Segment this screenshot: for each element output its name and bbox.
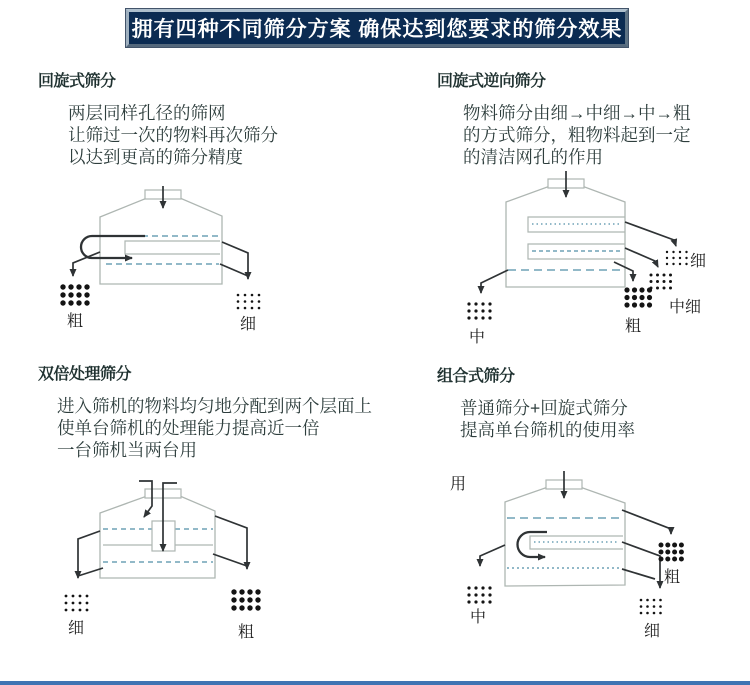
section-title-combined: 组合式筛分 <box>437 368 515 385</box>
dots-coarse <box>659 543 684 562</box>
text-line: 以达到更高的筛分精度 <box>68 147 243 167</box>
outlet-arrow-medium-fine <box>625 248 658 267</box>
section-title-rotary-reverse: 回旋式逆向筛分 <box>437 73 546 90</box>
bottom-accent-line <box>0 681 750 685</box>
label-medium-fine: 中细 <box>669 297 702 316</box>
text-line: 两层同样孔径的筛网 <box>68 103 226 123</box>
text-line: 普通筛分+回旋式筛分 <box>460 398 628 418</box>
diagram-rotary-reverse <box>467 171 706 346</box>
label-fine: 细 <box>67 618 85 637</box>
label-fine: 细 <box>239 314 257 333</box>
outlet-line-coarse-2 <box>213 554 247 566</box>
outlet-line-fine-2 <box>78 568 103 576</box>
label-medium: 中 <box>468 327 486 346</box>
machine-body <box>506 186 625 287</box>
text-line: 进入筛机的物料均匀地分配到两个层面上 <box>57 396 372 416</box>
dots-fine <box>666 251 688 265</box>
label-coarse: 粗 <box>624 316 642 335</box>
dots-coarse <box>624 287 652 307</box>
dots-fine <box>237 294 261 310</box>
diagram-double <box>65 481 261 641</box>
outlet-line-fine-2 <box>220 264 248 276</box>
diagram-combined <box>450 471 684 640</box>
section-title-double: 双倍处理筛分 <box>38 366 132 383</box>
label-coarse: 粗 <box>237 622 255 641</box>
section-title-rotary: 回旋式筛分 <box>38 73 116 90</box>
text-line: 物料筛分由细→中细→中→粗 <box>463 103 691 123</box>
diagram-rotary <box>60 186 260 333</box>
header-title: 拥有四种不同筛分方案 确保达到您要求的筛分效果 <box>131 18 623 41</box>
dots-fine <box>640 599 662 615</box>
text-line: 的方式筛分，粗物料起到一定 <box>463 125 691 145</box>
text-line: 让筛过一次的物料再次筛分 <box>68 125 278 145</box>
outlet-arrow-medium <box>480 545 505 566</box>
dots-medium <box>467 586 491 603</box>
outlet-arrow-coarse <box>622 510 671 534</box>
dots-coarse <box>60 284 89 305</box>
outlet-arrow-fine <box>625 222 676 246</box>
outlet-arrow-medium <box>481 270 508 293</box>
text-line: 的清洁网孔的作用 <box>463 147 603 167</box>
text-line: 一台筛机当两台用 <box>57 440 197 460</box>
dots-medium <box>467 302 491 319</box>
dots-coarse <box>231 589 260 610</box>
outlet-arrow-fine <box>622 542 660 588</box>
label-coarse: 粗 <box>66 311 84 330</box>
dots-medium-fine <box>650 274 673 290</box>
label-coarse: 粗 <box>663 567 681 586</box>
text-line: 提高单台筛机的使用率 <box>460 420 635 440</box>
text-line: 使单台筛机的处理能力提高近一倍 <box>57 418 320 438</box>
label-fine: 细 <box>690 251 707 270</box>
label-stray: 用 <box>450 474 467 493</box>
label-fine: 细 <box>643 621 661 640</box>
outlet-arrow-fine <box>78 531 100 578</box>
dots-fine <box>65 595 89 612</box>
label-medium: 中 <box>469 607 487 626</box>
outlet-line-fine-2 <box>622 569 655 579</box>
